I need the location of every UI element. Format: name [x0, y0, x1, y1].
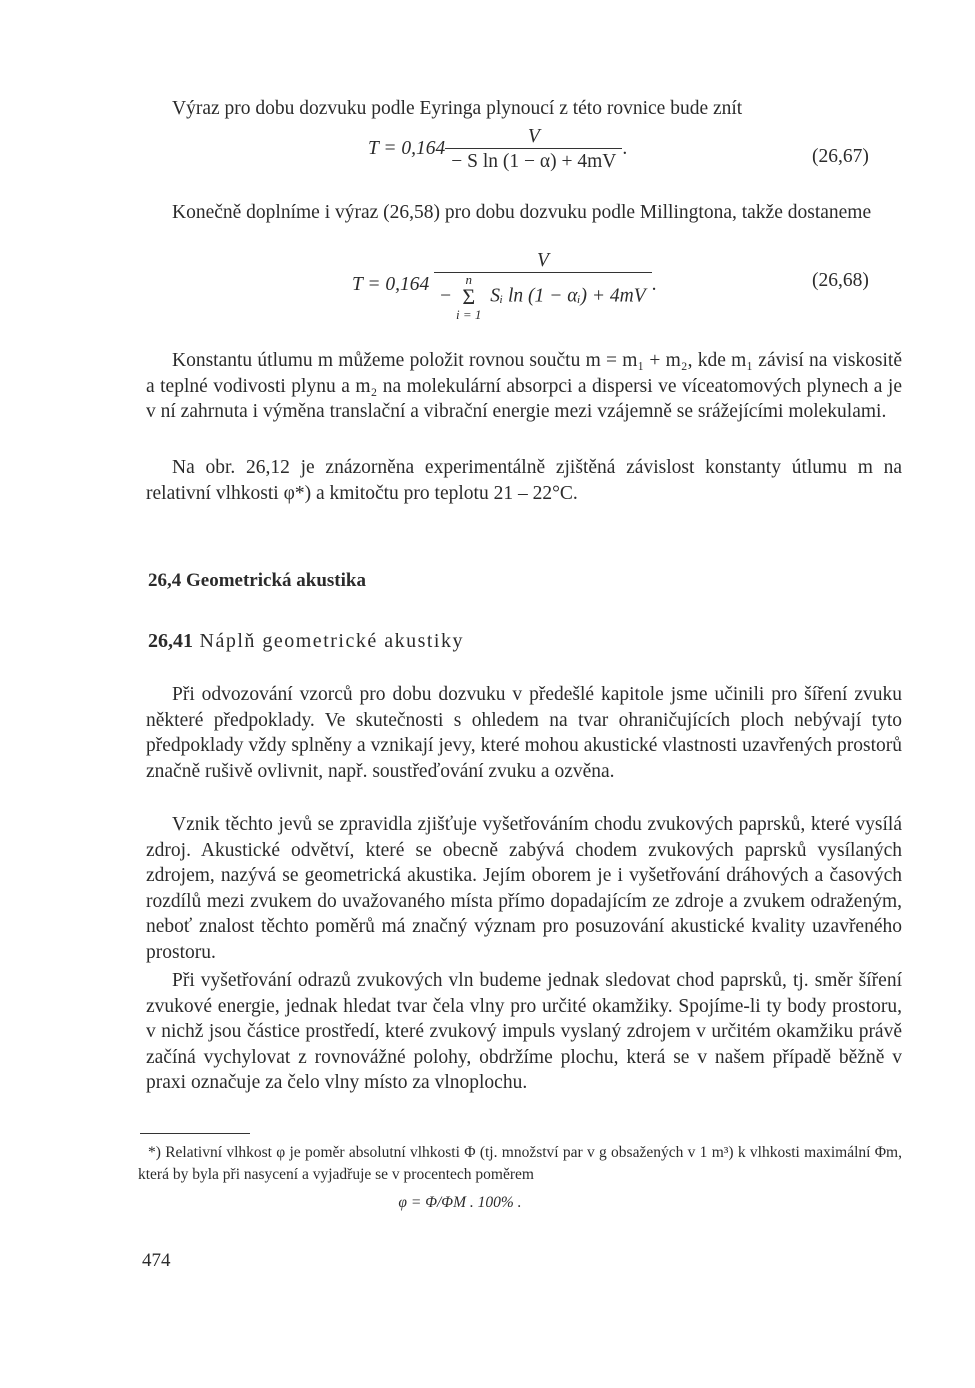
paragraph-damping-constant: Konstantu útlumu m můžeme položit rovnou součtu m = m₁ + m₂, kde m₁ závisí na viskositě a teplné vodivosti plynu a m₂ na molekulární absorpci a dispersi ve víceatomových plynech a je v ní zahrnuta i výměna translační a vibrační energie mezi vzájemně se srážejícími molekulami.	[146, 350, 902, 423]
paragraph-wavefront: Při vyšetřování odrazů zvukových vln budeme jednak sledovat chod paprsků, tj. směr šíření zvukové energie, jednak hledat tvar čela vlny pro určité okamžiky. Spojíme-li ty body prostoru, v nichž jsou částice prostředí, které zvukový impuls vyslaný zdrojem v určitém okamžiku právě začíná vychylovat z rovnovážné polohy, obdržíme plochu, která se v našem případě běžně v praxi označuje za čelo vlny místo za vlnoplochu.	[146, 970, 902, 1094]
equation-fraction	[434, 250, 652, 321]
summation-sign: Σ	[462, 284, 476, 309]
equation-minus: −	[440, 285, 452, 307]
equation-denominator	[434, 272, 652, 321]
section-heading: 26,4 Geometrická akustika	[148, 570, 366, 591]
subsection-number: 26,41	[148, 630, 193, 652]
equation-label-26-68: (26,68)	[812, 270, 869, 291]
page-number: 474	[142, 1250, 171, 1271]
equation-26-67	[368, 126, 627, 173]
paragraph-millington-intro: Konečně doplníme i výraz (26,58) pro dobu dozvuku podle Millingtona, takže dostaneme	[172, 202, 872, 223]
summation	[456, 273, 481, 321]
summation-lower: i = 1	[456, 307, 482, 322]
equation-denominator-rest: Sᵢ ln (1 − αᵢ) + 4mV	[490, 285, 646, 307]
equation-end: .	[651, 273, 657, 295]
footnote-divider	[140, 1133, 250, 1134]
paragraph-eyring-intro: Výraz pro dobu dozvuku podle Eyringa plynoucí z této rovnice bude znít	[172, 98, 743, 119]
equation-end: .	[622, 137, 628, 159]
paragraph-figure-reference: Na obr. 26,12 je znázorněna experimentálně zjištěná závislost konstanty útlumu m na relativní vlhkosti φ*) a kmitočtu pro teplotu 21 – 22°C.	[146, 457, 902, 504]
equation-label-26-67: (26,67)	[812, 146, 869, 167]
paragraph-geometric-acoustics: Vznik těchto jevů se zpravidla zjišťuje vyšetřováním chodu zvukových paprsků, které vysílá zdroj. Akustické odvětví, které se obecně zabývá chodem zvukových paprsků vysílaných zdrojem, nazývá se geometrická akustika. Jejím oborem je i vyšetřování dráhových a časových rozdílů mezi zvukem do uvažovaného místa přímo dopadajícím ze zdroje a zvukem odraženým, neboť znalost těchto poměrů má značný význam pro posuzování akustické kvality uzavřeného prostoru.	[146, 814, 902, 963]
equation-fraction	[445, 126, 622, 173]
paragraph-assumptions: Při odvozování vzorců pro dobu dozvuku v předešlé kapitole jsme učinili pro šíření zvuku některé předpoklady. Ve skutečnosti s ohledem na tvar ohraničujících ploch nebývají tyto předpoklady vždy splněny a vznikají jevy, které mohou akustické vlastnosti uzavřených prostorů značně rušivě ovlivnit, např. soustřeďování zvuku a ozvěna.	[146, 684, 902, 782]
footnote-text: *) Relativní vlhkost φ je poměr absolutní vlhkosti Φ (tj. množství par v g obsažených v 1 m³) k vlhkosti maximální Φm, která by byla při nasycení a vyjadřuje se v procentech poměrem	[138, 1144, 902, 1183]
equation-26-68	[352, 250, 657, 321]
subsection-heading	[148, 630, 464, 653]
equation-numerator: V	[527, 126, 540, 147]
subsection-title: Náplň geometrické akustiky	[199, 630, 464, 652]
equation-lhs: T = 0,164	[352, 273, 430, 295]
equation-numerator: V	[536, 250, 549, 271]
equation-lhs: T = 0,164	[368, 137, 446, 159]
summation-upper: n	[465, 272, 472, 287]
footnote-equation: φ = Φ/ΦM . 100% .	[398, 1194, 522, 1211]
equation-denominator: − S ln (1 − α) + 4mV	[445, 148, 622, 173]
